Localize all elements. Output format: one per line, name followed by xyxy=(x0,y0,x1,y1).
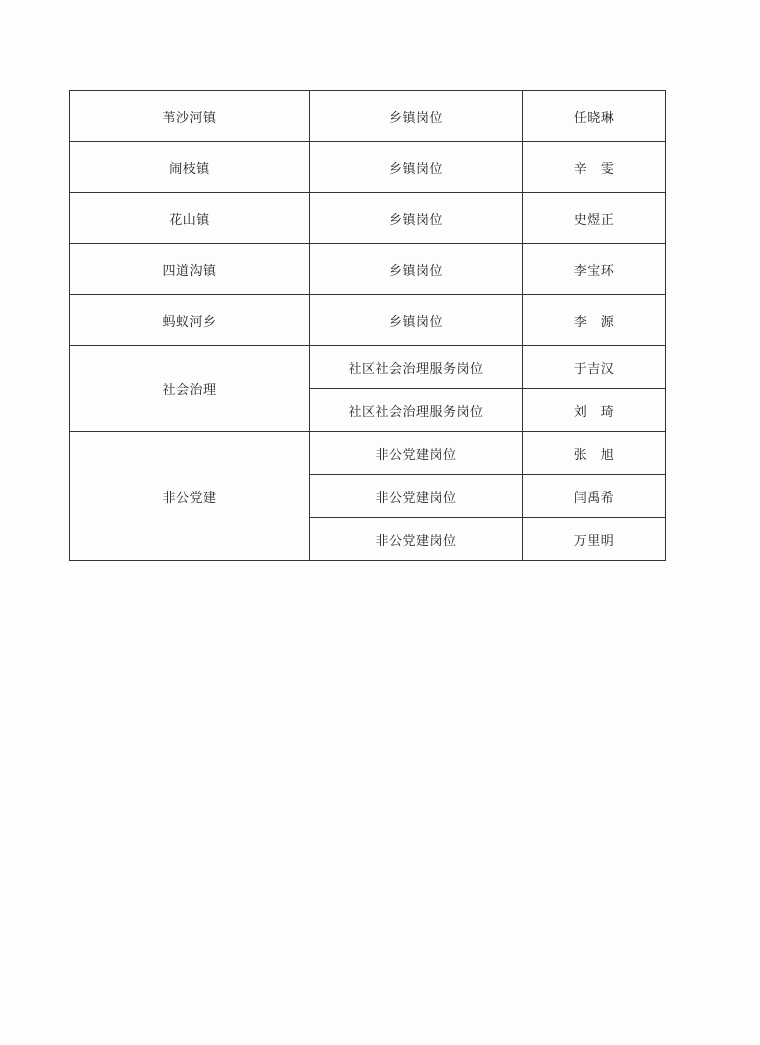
post-cell: 乡镇岗位 xyxy=(310,295,523,346)
post-cell: 非公党建岗位 xyxy=(310,518,523,561)
table-row xyxy=(70,295,666,346)
table-row xyxy=(70,91,666,142)
post-cell: 乡镇岗位 xyxy=(310,142,523,193)
post-cell: 乡镇岗位 xyxy=(310,244,523,295)
table-row xyxy=(70,244,666,295)
table-row xyxy=(70,193,666,244)
post-cell: 社区社会治理服务岗位 xyxy=(310,389,523,432)
unit-cell: 四道沟镇 xyxy=(70,244,310,295)
group-unit-cell: 非公党建 xyxy=(70,432,310,561)
group-unit-cell: 社会治理 xyxy=(70,346,310,432)
name-cell: 任晓琳 xyxy=(523,91,666,142)
unit-cell: 苇沙河镇 xyxy=(70,91,310,142)
post-cell: 社区社会治理服务岗位 xyxy=(310,346,523,389)
table-row xyxy=(70,346,666,389)
table-row xyxy=(70,142,666,193)
unit-cell: 花山镇 xyxy=(70,193,310,244)
post-cell: 非公党建岗位 xyxy=(310,475,523,518)
post-cell: 乡镇岗位 xyxy=(310,91,523,142)
name-cell: 闫禹希 xyxy=(523,475,666,518)
unit-cell: 闹枝镇 xyxy=(70,142,310,193)
name-cell: 李宝环 xyxy=(523,244,666,295)
post-cell: 乡镇岗位 xyxy=(310,193,523,244)
personnel-table xyxy=(69,90,666,561)
table-row xyxy=(70,432,666,475)
name-cell: 史煜正 xyxy=(523,193,666,244)
name-cell: 于吉汉 xyxy=(523,346,666,389)
name-cell: 刘 琦 xyxy=(523,389,666,432)
unit-cell: 蚂蚁河乡 xyxy=(70,295,310,346)
name-cell: 万里明 xyxy=(523,518,666,561)
name-cell: 辛 雯 xyxy=(523,142,666,193)
name-cell: 张 旭 xyxy=(523,432,666,475)
post-cell: 非公党建岗位 xyxy=(310,432,523,475)
name-cell: 李 源 xyxy=(523,295,666,346)
